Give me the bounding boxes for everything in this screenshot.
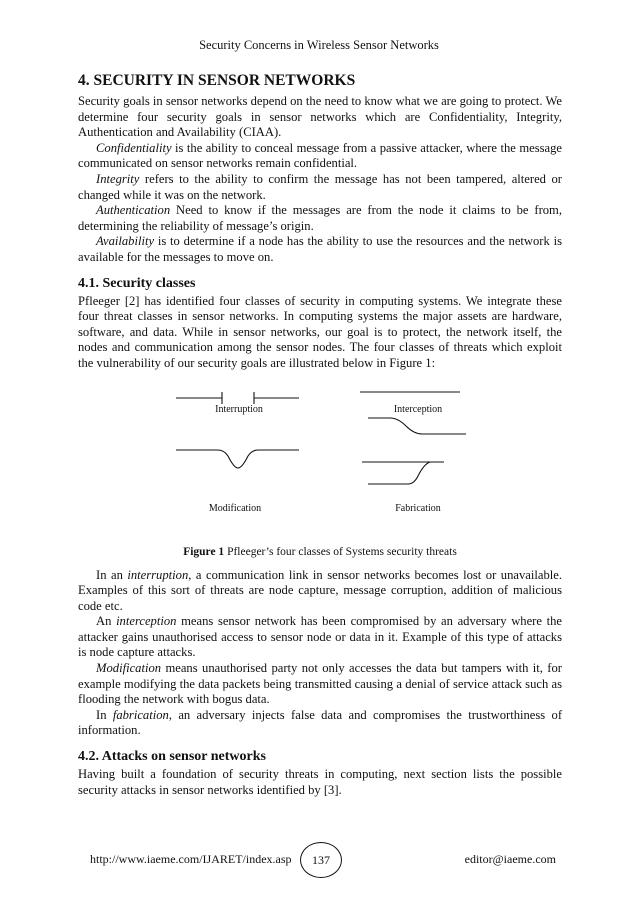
modification-diagram	[176, 450, 299, 468]
term: interception	[116, 614, 177, 629]
paragraph-authentication: Authentication Need to know if the messages are from the node it claims to be from, determining the reliability of message’s origin.	[78, 203, 562, 233]
page-number: 137	[300, 842, 342, 878]
paragraph-modification: Modification means unauthorised party not only accesses the data but tampers with it, for example modifying the data packets being transmitted causing a denial of service attack such as flooding the network with bogus data.	[78, 661, 562, 707]
term: Availability	[96, 234, 155, 249]
security-classes-intro: Pfleeger [2] has identified four classes of security in computing systems. We integrate these four threat classes in sensor networks. In computing systems the major assets are hardware, software, and data. While in sensor networks, our goal is to protect, the network itself, the nodes and communication among the sensor nodes. The four classes of threats which exploit the vulnerability of our security goals are illustrated below in Figure 1:	[78, 293, 562, 370]
label-fabrication: Fabrication	[395, 502, 441, 514]
page-content	[78, 72, 562, 798]
paragraph-availability: Availability is to determine if a node has the ability to use the resources and the network is available for the messages to move on.	[78, 234, 562, 264]
term: Integrity	[96, 171, 140, 186]
footer-url-link[interactable]: http://www.iaeme.com/IJARET/index.asp	[90, 852, 292, 866]
term: fabrication	[112, 707, 169, 722]
paragraph-interception: An interception means sensor network has been compromised by an adversary where the attacker gains unauthorised access to sensor node or data in it. Example of this type of attacks is node capture attacks.	[78, 614, 562, 660]
attacks-intro: Having built a foundation of security threats in computing, next section lists the possible security attacks in sensor networks identified by [3].	[78, 767, 562, 797]
paragraph-confidentiality: Confidentiality is the ability to conceal message from a passive attacker, where the message communicated on sensor networks remain confidential.	[78, 140, 562, 171]
subsection-heading-attacks: 4.2. Attacks on sensor networks	[78, 749, 266, 765]
threat-diagram	[78, 380, 562, 540]
figure-threat-classes	[78, 380, 562, 540]
fabrication-diagram	[362, 462, 444, 484]
term: Modification	[96, 661, 162, 676]
paragraph-fabrication: In fabrication, an adversary injects false data and compromises the trustworthiness of information.	[78, 707, 563, 738]
section-heading: 4. SECURITY IN SENSOR NETWORKS	[78, 72, 356, 89]
footer-email-link[interactable]: editor@iaeme.com	[464, 852, 556, 866]
interruption-diagram	[176, 392, 299, 404]
running-head: Security Concerns in Wireless Sensor Networks	[199, 38, 439, 52]
term: interruption	[127, 567, 189, 582]
term: Authentication	[96, 203, 171, 218]
label-modification: Modification	[208, 502, 262, 514]
paragraph-integrity: Integrity refers to the ability to confirm the message has not been tampered, altered or changed while it was on the network.	[78, 171, 562, 202]
section-intro: Security goals in sensor networks depend on the need to know what we are going to protect. We determine four security goals in sensor networks which are Confidentiality, Integrity, Authentication and Availability (CIAA).	[78, 94, 562, 140]
figure-caption: Figure 1 Pfleeger’s four classes of Systems security threats	[183, 545, 457, 558]
label-interception: Interception	[393, 403, 443, 415]
label-interruption: Interruption	[215, 403, 263, 415]
page-footer	[0, 842, 638, 874]
term: Confidentiality	[96, 140, 172, 155]
paragraph-interruption: In an interruption, a communication link in sensor networks becomes lost or unavailable. Examples of this sort of threats are node capture, message corruption, addition of malicious code etc.	[78, 567, 562, 613]
subsection-heading-security-classes: 4.1. Security classes	[78, 275, 196, 291]
